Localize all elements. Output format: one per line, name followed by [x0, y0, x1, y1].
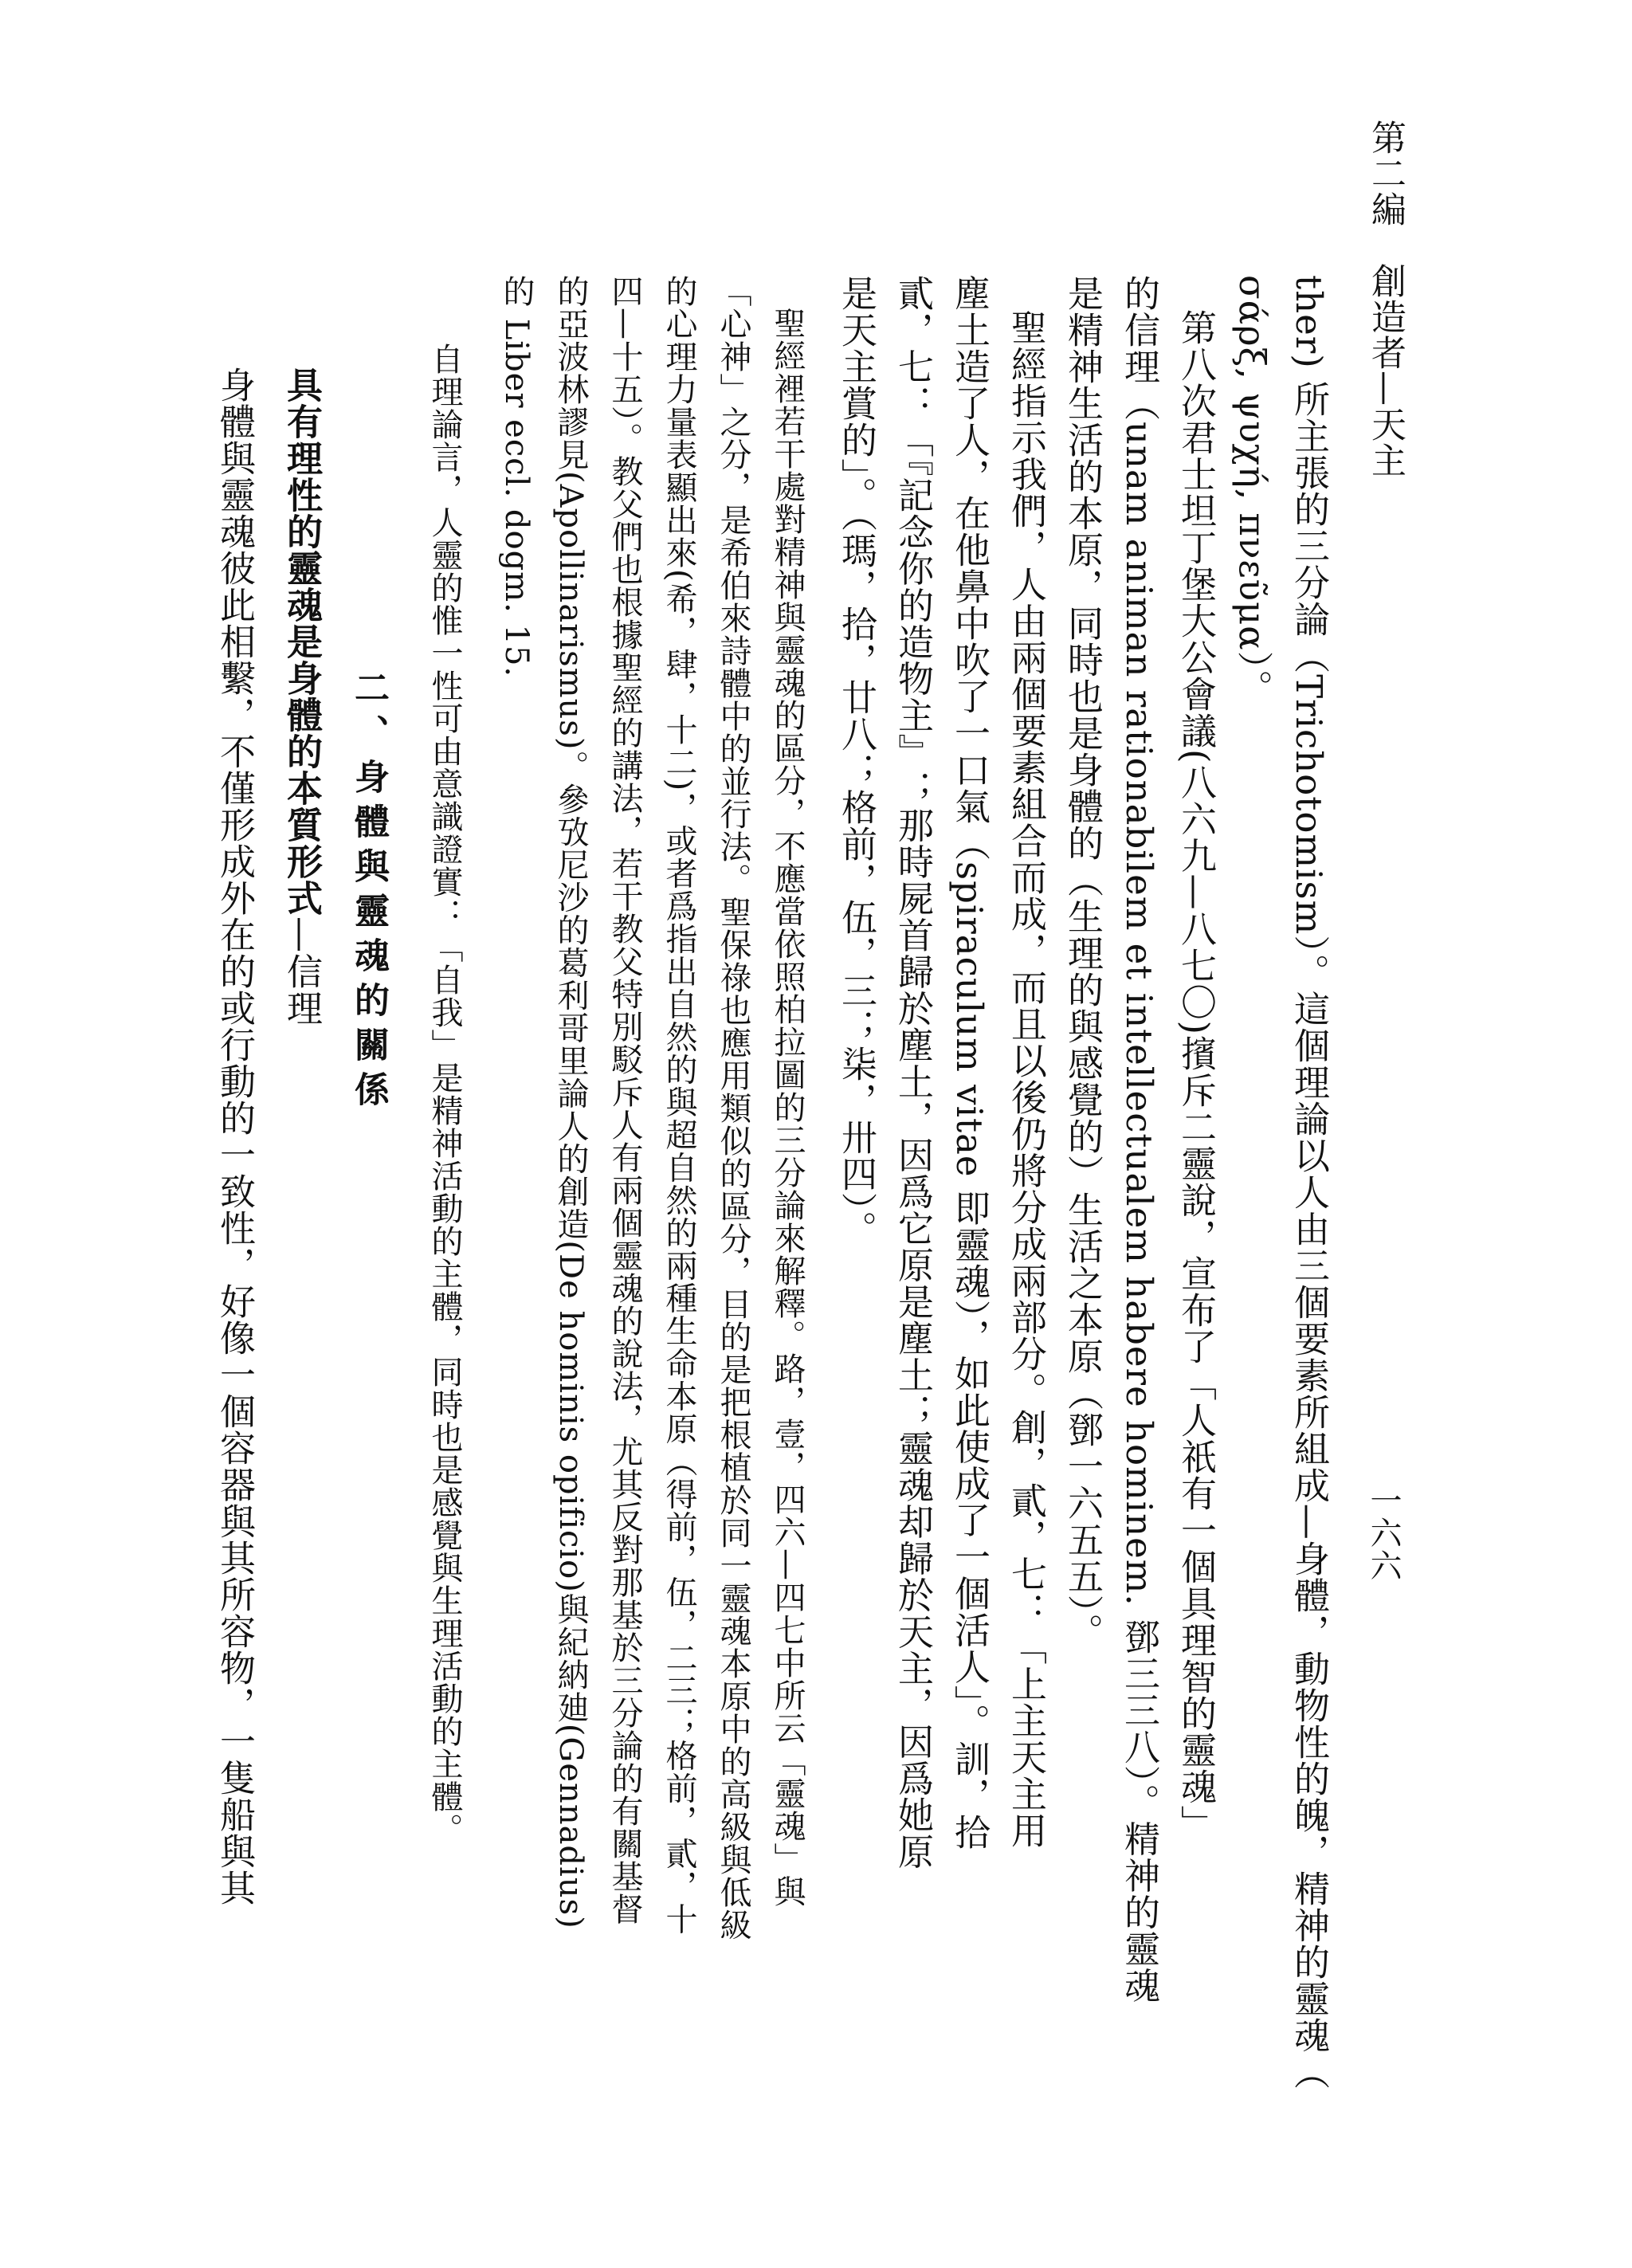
- page-number: 一六六: [1365, 1484, 1402, 1582]
- text-line-1: ther) 所主張的三分論（Trichotomism）。這個理論以人由三個要素所組成—身體，動物性的魄，精神的靈魂（: [1288, 275, 1330, 2090]
- section-title: 二、身體與靈魂的關係: [348, 669, 389, 1116]
- text-line-8: 貳，七：「『記念你的造物主』；那時屍首歸於塵土，因爲它原是塵土；靈魂却歸於天主，因爲她原: [892, 275, 934, 1870]
- text-line-6: 聖經指示我們，人由兩個要素組合而成，而且以後仍將分成兩部分。創，貳，七：「上主天主用: [1005, 309, 1047, 1849]
- thesis-tag: —信理: [280, 916, 323, 1026]
- text-line-last: 身體與靈魂彼此相繫，不僅形成外在的或行動的一致性，好像一個容器與其所容物，一隻船與其: [214, 367, 256, 1906]
- thesis-statement: 具有理性的靈魂是身體的本質形式: [280, 367, 323, 916]
- note-line-2: 「心神」之分，是希伯來詩體中的並行法。聖保祿也應用類似的區分，目的是把根植於同一靈魂本原中的高級與低級: [715, 275, 751, 1941]
- note-line-4: 四—十五）。教父們也根據聖經的講法，若干教父特別駁斥人有兩個靈魂的說法，尤其反對那基於三分論的有關基督: [606, 275, 643, 1925]
- running-title: 第二編 創造者—天主: [1365, 120, 1406, 478]
- note-line-3: 的心理力量表顯出來(希，肆，十二)，或者爲指出自然的與超自然的兩種生命本原（得前，伍，二三；格前，貳，十: [661, 275, 697, 1936]
- note-line-5: 的亞波林謬見(Apollinarismus)。參攷尼沙的葛利哥里論人的創造(De hominis opificio)與紀納廸(Gennadius): [552, 275, 589, 1929]
- note-line-6: 的 Liber eccl. dogm. 15.: [498, 275, 535, 678]
- text-line-7: 塵土造了人，在他鼻中吹了一口氣（spiraculum vitae 即靈魂），如此使成了一個活人」。訓，拾: [948, 275, 991, 1850]
- thesis-line: [280, 367, 323, 1026]
- text-line-2: σάρξ, ψυχή, πνεῦμα）。: [1231, 275, 1273, 707]
- text-line-5: 是精神生活的本原，同時也是身體的（生理的與感覺的）生活之本原（鄧一六五五）。: [1061, 275, 1104, 1650]
- note-line-1: 聖經裡若干處對精神與靈魂的區分，不應當依照柏拉圖的三分論來解釋。路，壹，四六—四七中所云「靈魂」與: [769, 307, 806, 1908]
- text-line-9: 是天主賞的」。（瑪，拾，廿八；格前，伍，三；柒，卅四）。: [835, 275, 877, 1248]
- text-line-4: 的信理（unam animan rationabilem et intellectualem habere hominem. 鄧三三八）。精神的靈魂: [1118, 275, 1160, 2004]
- text-line-3: 第八次君士坦丁堡大公會議(八六九—八七〇)擯斥二靈說，宣布了「人祇有一個具理智的靈魂」: [1175, 309, 1217, 1842]
- proof-line: 自理論言，人靈的惟一性可由意識證實：「自我」是精神活動的主體，同時也是感覺與生理活動的主體。: [426, 343, 463, 1846]
